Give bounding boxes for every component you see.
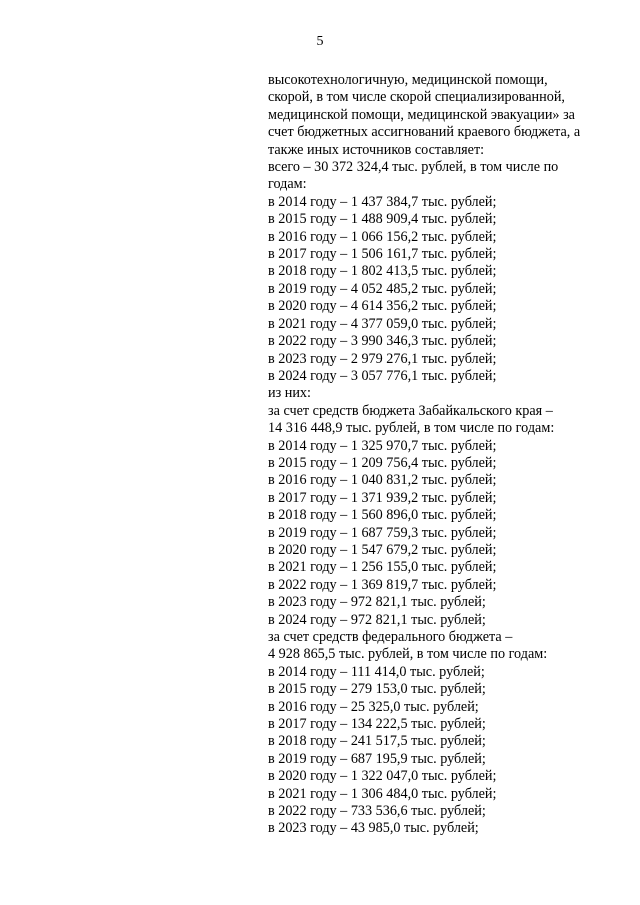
federal-year-line: в 2020 году – 1 322 047,0 тыс. рублей; xyxy=(268,768,497,785)
regional-year-line: в 2017 году – 1 371 939,2 тыс. рублей; xyxy=(268,489,497,506)
federal-year-line: в 2019 году – 687 195,9 тыс. рублей; xyxy=(268,750,486,767)
of-them-label: из них: xyxy=(268,385,311,402)
federal-line: 4 928 865,5 тыс. рублей, в том числе по годам: xyxy=(268,646,548,663)
total-year-line: в 2017 году – 1 506 161,7 тыс. рублей; xyxy=(268,246,497,263)
total-line: годам: xyxy=(268,176,307,193)
regional-year-line: в 2015 году – 1 209 756,4 тыс. рублей; xyxy=(268,454,497,471)
regional-year-line: в 2019 году – 1 687 759,3 тыс. рублей; xyxy=(268,524,497,541)
intro-line: высокотехнологичную, медицинской помощи, xyxy=(268,72,548,88)
regional-year-line: в 2024 году – 972 821,1 тыс. рублей; xyxy=(268,611,486,628)
regional-year-line: в 2014 году – 1 325 970,7 тыс. рублей; xyxy=(268,437,497,454)
federal-line: за счет средств федерального бюджета – xyxy=(268,629,513,645)
total-year-line: в 2019 году – 4 052 485,2 тыс. рублей; xyxy=(268,280,497,297)
intro-line: также иных источников составляет: xyxy=(268,141,485,158)
regional-year-line: в 2023 году – 972 821,1 тыс. рублей; xyxy=(268,594,486,611)
intro-line: скорой, в том числе скорой специализированной, xyxy=(268,89,565,106)
total-year-line: в 2018 году – 1 802 413,5 тыс. рублей; xyxy=(268,263,497,280)
federal-year-line: в 2014 году – 111 414,0 тыс. рублей; xyxy=(268,663,485,680)
total-year-line: в 2020 году – 4 614 356,2 тыс. рублей; xyxy=(268,298,497,315)
regional-line: за счет средств бюджета Забайкальского края – xyxy=(268,402,553,419)
regional-year-line: в 2018 году – 1 560 896,0 тыс. рублей; xyxy=(268,507,497,524)
regional-year-line: в 2021 году – 1 256 155,0 тыс. рублей; xyxy=(268,559,497,576)
regional-year-line: в 2016 году – 1 040 831,2 тыс. рублей; xyxy=(268,472,497,489)
federal-year-line: в 2017 году – 134 222,5 тыс. рублей; xyxy=(268,716,486,733)
document-body xyxy=(268,72,618,838)
regional-line: 14 316 448,9 тыс. рублей, в том числе по годам: xyxy=(268,420,555,437)
intro-line: медицинской помощи, медицинской эвакуации» за xyxy=(268,106,575,123)
total-year-line: в 2021 году – 4 377 059,0 тыс. рублей; xyxy=(268,315,497,332)
total-year-line: в 2023 году – 2 979 276,1 тыс. рублей; xyxy=(268,350,497,367)
federal-year-line: в 2015 году – 279 153,0 тыс. рублей; xyxy=(268,681,486,698)
total-line: всего – 30 372 324,4 тыс. рублей, в том числе по xyxy=(268,159,559,176)
federal-year-line: в 2022 году – 733 536,6 тыс. рублей; xyxy=(268,803,486,820)
federal-year-line: в 2016 году – 25 325,0 тыс. рублей; xyxy=(268,698,479,715)
total-year-line: в 2016 году – 1 066 156,2 тыс. рублей; xyxy=(268,228,497,245)
federal-year-line: в 2018 году – 241 517,5 тыс. рублей; xyxy=(268,733,486,750)
total-year-line: в 2015 году – 1 488 909,4 тыс. рублей; xyxy=(268,211,497,228)
intro-line: счет бюджетных ассигнований краевого бюджета, а xyxy=(268,124,581,141)
federal-year-line: в 2021 году – 1 306 484,0 тыс. рублей; xyxy=(268,785,497,802)
regional-year-line: в 2020 году – 1 547 679,2 тыс. рублей; xyxy=(268,541,497,558)
total-year-line: в 2014 году – 1 437 384,7 тыс. рублей; xyxy=(268,193,497,210)
total-year-line: в 2024 году – 3 057 776,1 тыс. рублей; xyxy=(268,367,497,384)
regional-year-line: в 2022 году – 1 369 819,7 тыс. рублей; xyxy=(268,576,497,593)
federal-year-line: в 2023 году – 43 985,0 тыс. рублей; xyxy=(268,820,479,837)
total-year-line: в 2022 году – 3 990 346,3 тыс. рублей; xyxy=(268,333,497,350)
page-number: 5 xyxy=(316,34,324,49)
